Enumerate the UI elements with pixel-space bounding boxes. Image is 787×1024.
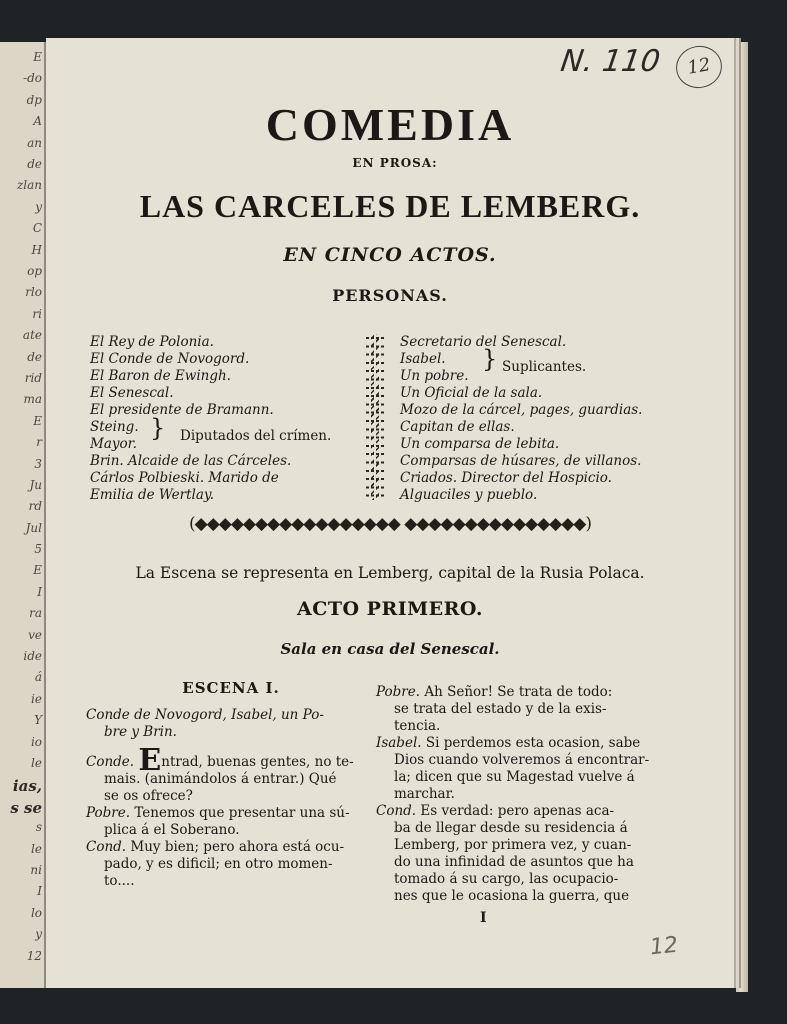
page-title: COMEDIA — [265, 99, 515, 150]
scene-location: La Escena se representa en Lemberg, capital de la Rusia Polaca. — [135, 564, 645, 582]
dialogue-line: to.... — [104, 873, 135, 889]
previous-page-fragment: Ju — [29, 477, 42, 492]
previous-page-fragment: de — [27, 349, 42, 364]
cast-item: Isabel. — [400, 351, 446, 367]
scene-heading: ESCENA I. — [182, 679, 280, 697]
cast-item: Un comparsa de lebita. — [400, 436, 560, 452]
previous-page-fragment: zlan — [16, 178, 42, 193]
scene-characters: bre y Brin. — [104, 724, 177, 740]
subtitle: EN PROSA: — [352, 156, 438, 170]
previous-page-fragment: ni — [30, 863, 42, 878]
ornamental-column-divider — [366, 334, 384, 500]
cast-item: Mayor. — [90, 436, 137, 452]
previous-page-fragment: s se — [10, 798, 42, 817]
page-stack-edge — [736, 42, 748, 992]
cast-item: Un pobre. — [400, 368, 469, 384]
previous-page-fragment: op — [27, 263, 42, 278]
cast-item: Capitan de ellas. — [400, 419, 515, 435]
previous-page-fragment: 5 — [34, 542, 42, 557]
previous-page-fragment: rd — [28, 499, 42, 514]
brace-icon: } — [150, 414, 166, 442]
previous-page-fragment: an — [27, 135, 42, 150]
previous-page-fragment: lo — [30, 905, 42, 920]
dialogue-line: ba de llegar desde su residencia á — [394, 820, 628, 836]
previous-page-fragment: ide — [23, 649, 42, 664]
drop-cap: E — [138, 743, 162, 778]
dialogue-line: Muy bien; pero ahora está ocu- — [130, 839, 345, 855]
personas-heading: PERSONAS. — [332, 286, 448, 305]
cast-item: Criados. Director del Hospicio. — [400, 470, 612, 486]
dialogue-line — [138, 743, 354, 778]
previous-page-fragment: á — [34, 670, 42, 685]
previous-page-fragment: C — [32, 221, 42, 236]
dialogue-line: do una infinidad de asuntos que ha — [394, 854, 634, 870]
dialogue-line: pado, y es dificil; en otro momen- — [104, 856, 333, 872]
cast-item: Alguaciles y pueblo. — [400, 487, 538, 503]
brace-icon: } — [482, 345, 498, 373]
scene-characters: Conde de Novogord, Isabel, un Po- — [86, 707, 324, 723]
previous-page-fragment: 12 — [26, 948, 42, 963]
previous-page-fragment: le — [31, 756, 42, 771]
previous-page-fragment: de — [27, 156, 42, 171]
cast-item: Cárlos Polbieski. Marido de — [90, 470, 279, 486]
setting-line: Sala en casa del Senescal. — [280, 640, 500, 658]
acts-line: EN CINCO ACTOS. — [283, 244, 497, 266]
previous-page-fragment: r — [36, 435, 42, 450]
dialogue-line: tomado á su cargo, las ocupacio- — [394, 871, 619, 887]
ornamental-rule: (◆◆◆◆◆◆◆◆◆◆◆◆◆◆◆◆◆ ◆◆◆◆◆◆◆◆◆◆◆◆◆◆◆) — [188, 514, 592, 534]
previous-page-fragment: A — [33, 114, 42, 129]
previous-page-fragment: -do — [23, 71, 42, 86]
dialogue-entry — [376, 803, 676, 905]
archive-stamp: 12 — [673, 42, 726, 91]
dialogue-line: mais. (animándolos á entrar.) Qué — [104, 771, 337, 787]
previous-page-fragment: ve — [28, 627, 42, 642]
dialogue-line: tencia. — [394, 718, 441, 734]
cast-item: Steing. — [90, 419, 139, 435]
cast-item: Comparsas de húsares, de villanos. — [400, 453, 642, 469]
dialogue-line: Ah Señor! Se trata de todo: — [424, 684, 613, 700]
previous-page-fragment: s — [35, 820, 42, 835]
dialogue-line: Tenemos que presentar una sú- — [134, 805, 350, 821]
text-column-left — [86, 680, 376, 890]
previous-page-fragment: ri — [32, 306, 42, 321]
dialogue-line: se os ofrece? — [104, 788, 193, 804]
dialogue-line: Es verdad: pero apenas aca- — [420, 803, 615, 819]
previous-page-edge — [0, 42, 47, 988]
catalog-number: N. 110 — [558, 44, 663, 79]
cast-item: El presidente de Bramann. — [90, 402, 274, 418]
document-page — [46, 38, 734, 988]
speaker-label: Cond. — [86, 839, 127, 855]
previous-page-fragment: ie — [31, 691, 42, 706]
cast-item: El Conde de Novogord. — [90, 351, 250, 367]
previous-page-fragment: I — [37, 884, 42, 899]
previous-page-fragment: I — [37, 584, 42, 599]
page-number: I — [480, 910, 487, 926]
speaker-label: Isabel. — [376, 735, 422, 751]
dialogue-line: Lemberg, por primera vez, y cuan- — [394, 837, 632, 853]
previous-page-fragment: le — [31, 841, 42, 856]
dialogue-line: marchar. — [394, 786, 455, 802]
speaker-label: Pobre. — [86, 805, 131, 821]
cast-group-label: Diputados del crímen. — [180, 428, 332, 444]
cast-item: El Rey de Polonia. — [90, 334, 214, 350]
dialogue-entry — [86, 839, 376, 890]
cast-item: Emilia de Wertlay. — [90, 487, 215, 503]
dialogue-entry — [376, 735, 676, 803]
previous-page-fragment: H — [31, 242, 42, 257]
previous-page-fragment: 3 — [34, 456, 42, 471]
dialogue-entry — [86, 805, 376, 839]
handwritten-page-number: 12 — [648, 932, 680, 961]
dialogue-line: la; dicen que su Magestad vuelve á — [394, 769, 635, 785]
previous-page-fragment: E — [33, 50, 42, 64]
speaker-label: Cond. — [376, 803, 417, 819]
dialogue-line: plica á el Soberano. — [104, 822, 240, 838]
dialogue-line: Si perdemos esta ocasion, sabe — [425, 735, 641, 751]
previous-page-fragment: rid — [24, 370, 42, 385]
dialogue-line: Dios cuando volveremos á encontrar- — [394, 752, 650, 768]
dialogue-entry — [376, 684, 676, 735]
text-column-right — [376, 684, 676, 905]
cast-item: Mozo de la cárcel, pages, guardias. — [400, 402, 643, 418]
previous-page-fragment: E — [33, 563, 42, 578]
cast-item: El Senescal. — [90, 385, 174, 401]
cast-item: Secretario del Senescal. — [400, 334, 567, 350]
previous-page-fragment: Jul — [25, 520, 42, 535]
previous-page-fragment: io — [30, 734, 42, 749]
dialogue-line-rest: ntrad, buenas gentes, no te- — [161, 754, 354, 770]
dialogue-line: nes que le ocasiona la guerra, que — [394, 888, 630, 904]
previous-page-fragment: dp — [26, 92, 42, 107]
dialogue-line: se trata del estado y de la exis- — [394, 701, 607, 717]
cast-item: Un Oficial de la sala. — [400, 385, 543, 401]
previous-page-fragment: Y — [34, 713, 42, 728]
previous-page-fragment: y — [35, 199, 42, 214]
previous-page-fragment: E — [33, 413, 42, 428]
act-heading: ACTO PRIMERO. — [297, 598, 483, 620]
speaker-label: Pobre. — [376, 684, 421, 700]
previous-page-fragment: rlo — [25, 285, 42, 300]
dialogue-entry — [86, 743, 376, 805]
speaker-label: Conde. — [86, 754, 135, 770]
previous-page-fragment: ate — [22, 328, 42, 343]
previous-page-fragment: ma — [23, 392, 42, 407]
previous-page-fragment: y — [35, 927, 42, 942]
cast-item: Brin. Alcaide de las Cárceles. — [90, 453, 292, 469]
previous-page-fragment: ra — [29, 606, 42, 621]
cast-group-label: Suplicantes. — [502, 359, 587, 375]
previous-page-fragment: ias, — [12, 777, 42, 796]
play-title: LAS CARCELES DE LEMBERG. — [139, 188, 641, 224]
cast-item: El Baron de Ewingh. — [90, 368, 231, 384]
